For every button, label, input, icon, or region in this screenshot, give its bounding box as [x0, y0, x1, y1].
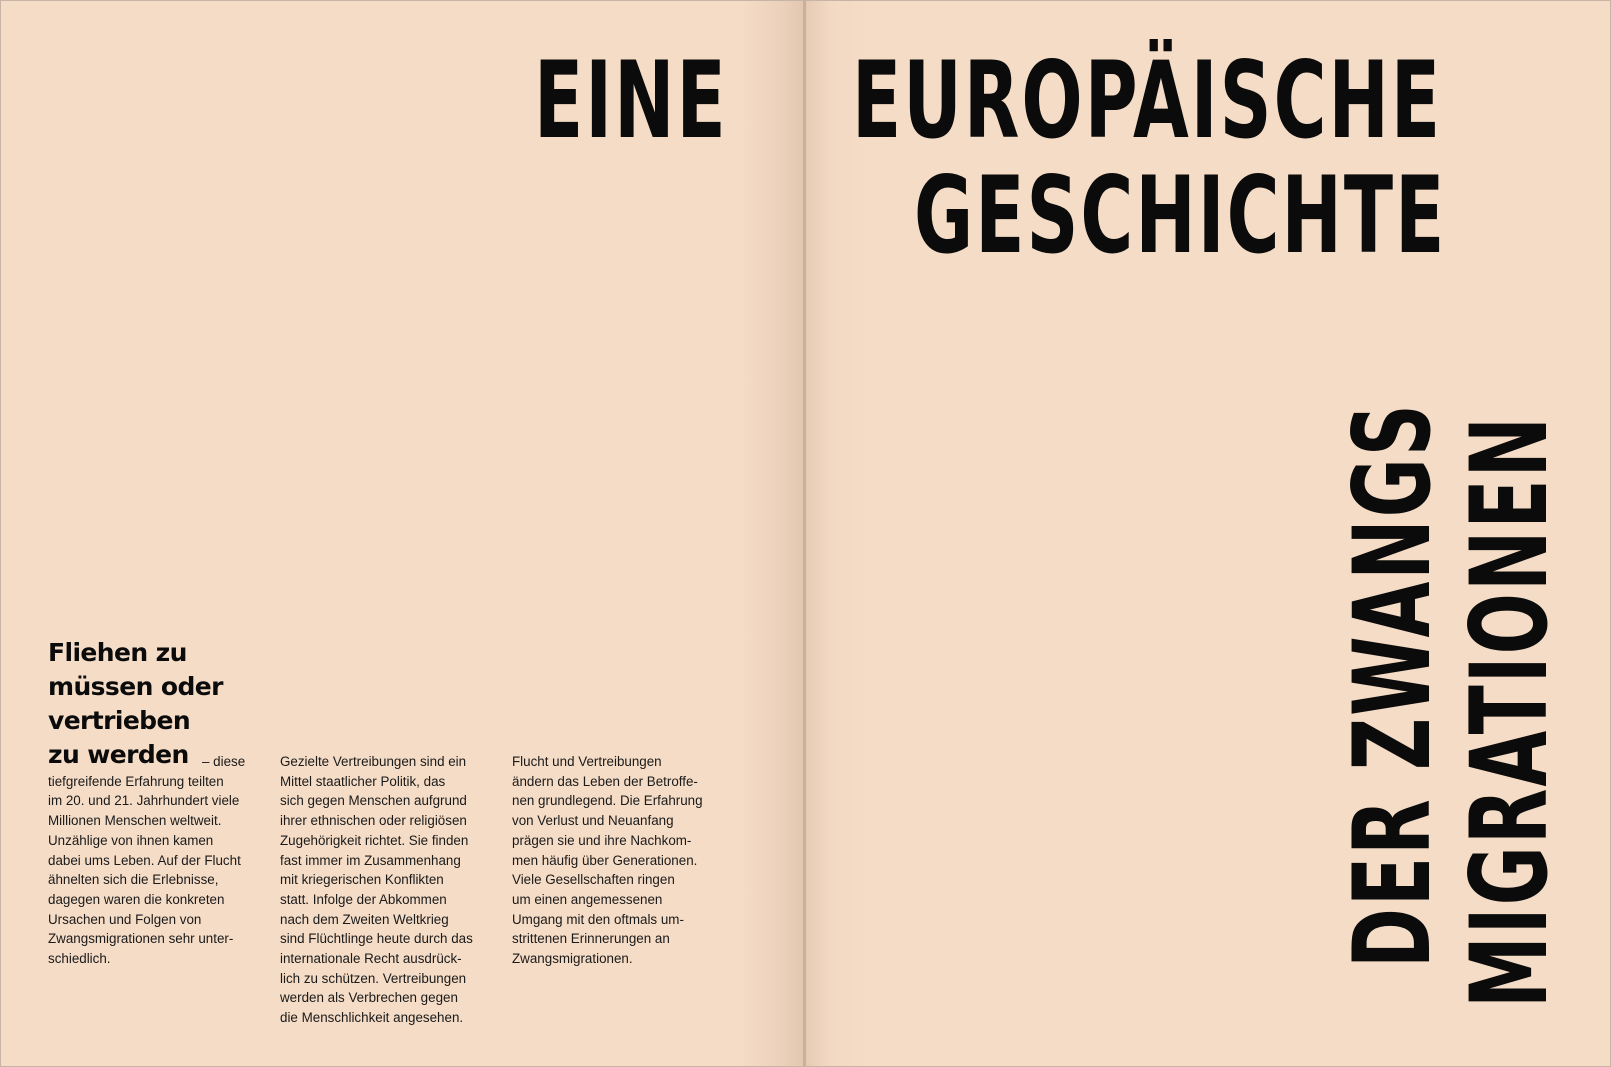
column-line: tiefgreifende Erfahrung teilten [48, 773, 224, 789]
column-line: fast immer im Zusammenhang [280, 852, 461, 868]
column-line: im 20. und 21. Jahrhundert viele [48, 793, 240, 809]
column-line: dagegen waren die konkreten [48, 891, 225, 907]
column-line: Viele Gesellschaften ringen [512, 872, 675, 888]
column-line: lich zu schützen. Vertreibungen [280, 970, 467, 986]
lead-heading-line: vertrieben [48, 706, 191, 735]
column-line: Umgang mit den oftmals um- [512, 911, 684, 927]
column-line: sich gegen Menschen aufgrund [280, 793, 467, 809]
column-line: men häufig über Generationen. [512, 852, 698, 868]
column-line: prägen sie und ihre Nachkom- [512, 832, 692, 848]
book-gutter [803, 0, 806, 1067]
column-line: von Verlust und Neuanfang [512, 813, 674, 829]
column-line: um einen angemessenen [512, 891, 663, 907]
lead-heading-line: zu werden [48, 740, 189, 769]
column-line: Gezielte Vertreibungen sind ein [280, 754, 467, 769]
column-line: schiedlich. [48, 951, 111, 967]
column-line: sind Flüchtlinge heute durch das [280, 931, 473, 947]
column-line: Millionen Menschen weltweit. [48, 813, 222, 829]
column-line: internationale Recht ausdrück- [280, 951, 462, 967]
column-line: Zwangsmigrationen. [512, 951, 633, 967]
title-vertical-der-zwangs: DER ZWANGS [1331, 402, 1454, 968]
column-line: werden als Verbrechen gegen [280, 990, 458, 1006]
column-line: strittenen Erinnerungen an [512, 931, 670, 947]
column-line: Flucht und Vertreibungen [512, 754, 662, 769]
column-line: nen grundlegend. Die Erfahrung [512, 793, 703, 809]
text-column-1-body [48, 772, 256, 969]
column-line: ähnelten sich die Erlebnisse, [48, 872, 219, 888]
title-word-geschichte: GESCHICHTE [914, 154, 1447, 277]
title-word-eine: EINE [534, 39, 728, 162]
column-line: Ursachen und Folgen von [48, 911, 202, 927]
column-line: nach dem Zweiten Weltkrieg [280, 911, 449, 927]
lead-heading-line: müssen oder [48, 672, 223, 701]
column-line: mit kriegerischen Konflikten [280, 872, 444, 888]
lead-heading-line: Fliehen zu [48, 638, 187, 667]
text-column-2 [280, 752, 490, 1028]
column-line: statt. Infolge der Abkommen [280, 891, 447, 907]
vertical-title [1331, 300, 1580, 1020]
title-word-europaeische: EUROPÄISCHE [852, 39, 1443, 162]
column-line: Zugehörigkeit richtet. Sie finden [280, 832, 469, 848]
text-column-3 [512, 752, 722, 969]
column-line: dabei ums Leben. Auf der Flucht [48, 852, 241, 868]
column-line: Mittel staatlicher Politik, das [280, 773, 446, 789]
title-vertical-migrationen: MIGRATIONEN [1448, 415, 1571, 1008]
column-line: Unzählige von ihnen kamen [48, 832, 214, 848]
lead-continuation: – diese [202, 754, 246, 769]
column-line: ihrer ethnischen oder religiösen [280, 813, 467, 829]
column-line: Zwangsmigrationen sehr unter- [48, 931, 234, 947]
column-line: die Menschlichkeit angesehen. [280, 1010, 464, 1026]
column-line: ändern das Leben der Betroffe- [512, 773, 698, 789]
text-column-1 [48, 752, 256, 772]
